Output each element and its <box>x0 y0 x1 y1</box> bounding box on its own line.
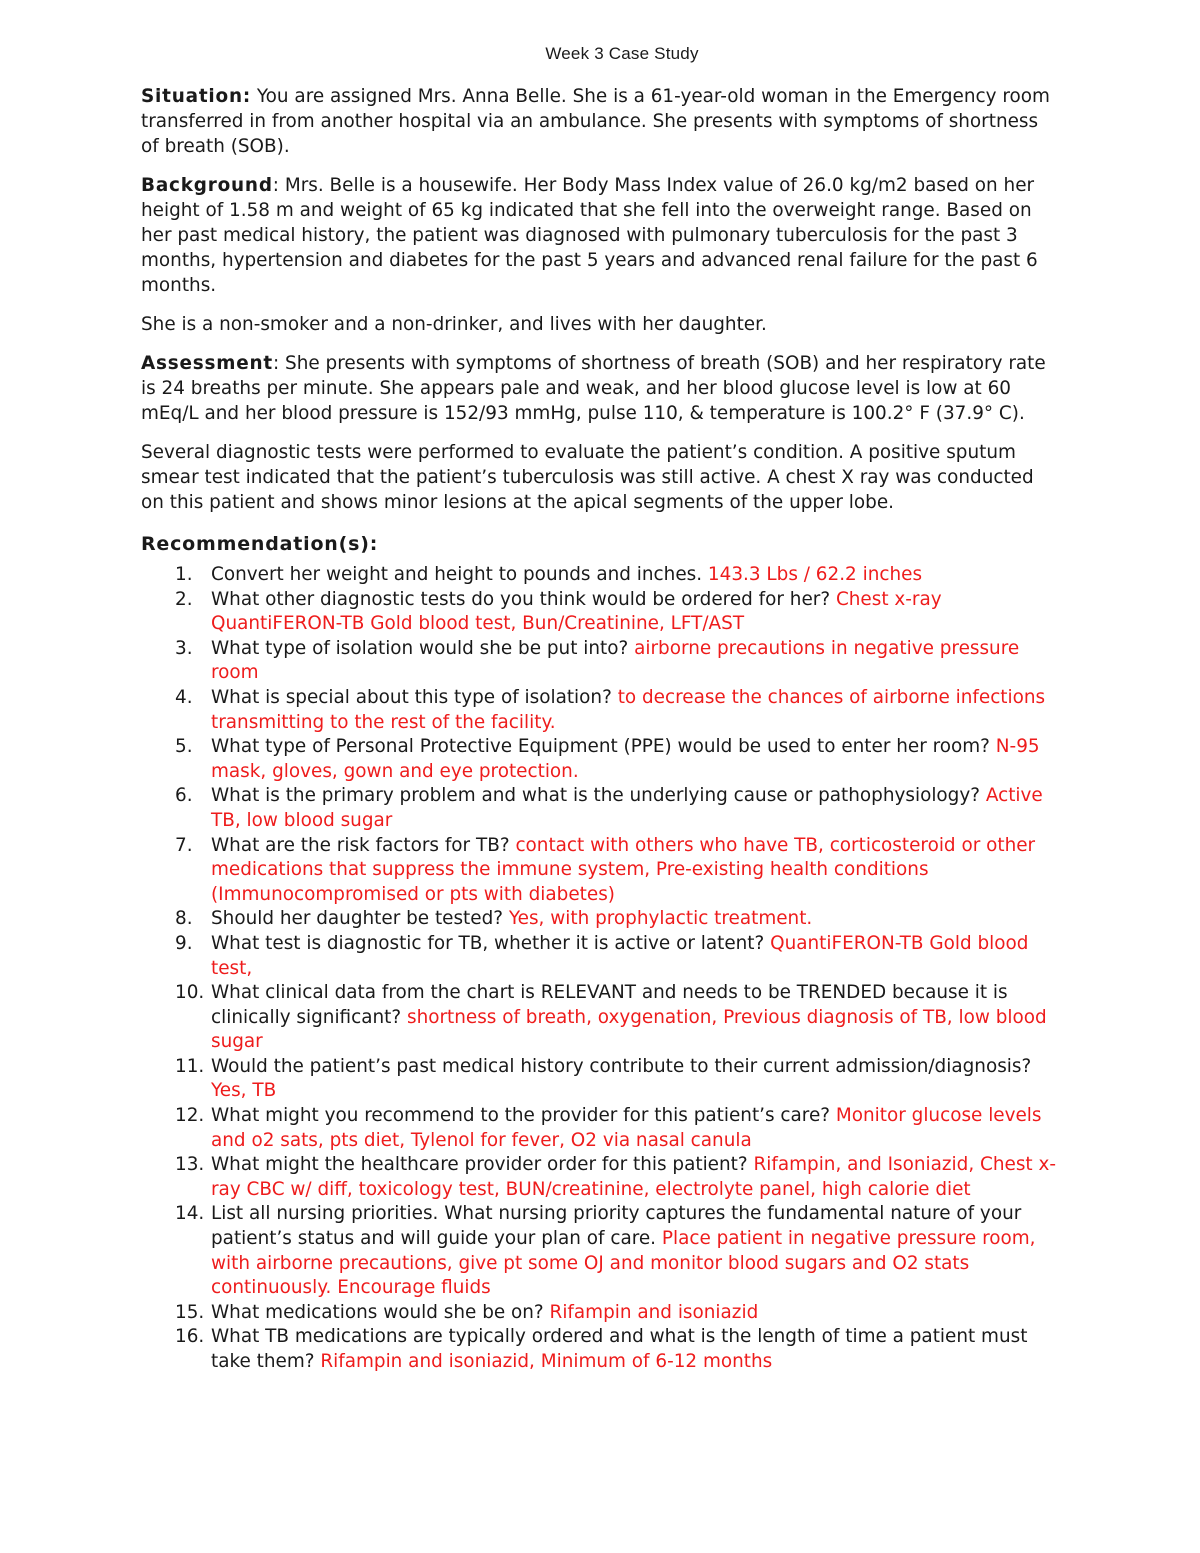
answer-text: airborne precautions in negative pressure room <box>211 637 1020 684</box>
item-number: 8. <box>175 908 193 930</box>
item-number: 13. <box>175 1154 205 1176</box>
item-number: 5. <box>175 736 193 758</box>
document-page <box>141 44 1061 1375</box>
question-text: Should her daughter be tested? <box>211 908 509 930</box>
list-item <box>141 834 1061 908</box>
answer-text: Monitor glucose levels and o2 sats, pts diet, Tylenol for fever, O2 via nasal canula <box>211 1105 1042 1151</box>
item-number: 1. <box>175 564 193 585</box>
question-text: What medications would she be on? <box>211 1301 550 1323</box>
assessment-paragraph <box>141 351 1061 426</box>
question-text: What type of isolation would she be put into? <box>211 637 635 659</box>
answer-text: contact with others who have TB, corticosteroid or other medications that suppress the immune system, Pre-existing health conditions (Immunocompromised or pts with diabetes) <box>211 834 1036 905</box>
question-text: What is special about this type of isolation? <box>211 686 618 708</box>
list-item <box>141 1202 1061 1300</box>
list-item <box>141 1301 1061 1326</box>
situation-heading: Situation: <box>141 86 252 107</box>
item-number: 15. <box>175 1301 205 1323</box>
item-number: 2. <box>175 588 193 610</box>
recommendations-list <box>141 563 1061 1375</box>
answer-text: Chest x-ray QuantiFERON-TB Gold blood test, Bun/Creatinine, LFT/AST <box>211 588 942 635</box>
item-number: 4. <box>175 686 193 708</box>
assessment-text: : She presents with symptoms of shortness of breath (SOB) and her respiratory rate is 24 breaths per minute. She appears pale and weak, and her blood glucose level is low at 60 mEq/L and her blood pressure is 152/93 mmHg, pulse 110, & temperature is 100.2° F (37.9° C). <box>141 353 1046 424</box>
item-number: 14. <box>175 1203 205 1225</box>
background-paragraph <box>141 173 1061 298</box>
answer-text: Rifampin and isoniazid, Minimum of 6-12 months <box>320 1351 773 1372</box>
list-item <box>141 588 1061 637</box>
recommendations-heading: Recommendation(s): <box>141 533 379 555</box>
question-text: What TB medications are typically ordered and what is the length of time a patient must take them? <box>211 1326 1028 1372</box>
answer-text: Active TB, low blood sugar <box>211 785 1043 831</box>
list-item <box>141 784 1061 833</box>
list-item <box>141 1325 1061 1374</box>
answer-text: shortness of breath, oxygenation, Previous diagnosis of TB, low blood sugar <box>211 1006 1047 1053</box>
list-item <box>141 735 1061 784</box>
answer-text: Rifampin and isoniazid <box>549 1301 759 1323</box>
answer-text: Yes, with prophylactic treatment. <box>508 908 813 930</box>
question-text: Would the patient’s past medical history contribute to their current admission/diagnosis? <box>211 1055 1032 1077</box>
list-item <box>141 907 1061 932</box>
list-item <box>141 563 1061 588</box>
list-item <box>141 1104 1061 1153</box>
list-item <box>141 932 1061 981</box>
situation-text: You are assigned Mrs. Anna Belle. She is a 61-year-old woman in the Emergency room transferred in from another hospital via an ambulance. She presents with symptoms of shortness of breath (SOB). <box>141 86 1050 157</box>
item-number: 12. <box>175 1105 205 1127</box>
question-text: List all nursing priorities. What nursing priority captures the fundamental nature of your patient’s status and will guide your plan of care. <box>211 1203 1022 1250</box>
list-item <box>141 637 1061 686</box>
answer-text: to decrease the chances of airborne infections transmitting to the rest of the facility. <box>211 686 1046 733</box>
item-number: 6. <box>175 785 193 807</box>
question-text: What other diagnostic tests do you think would be ordered for her? <box>211 588 836 610</box>
situation-paragraph <box>141 84 1061 159</box>
answer-text: N-95 mask, gloves, gown and eye protection. <box>211 736 1040 782</box>
background-text: : Mrs. Belle is a housewife. Her Body Mass Index value of 26.0 kg/m2 based on her height of 1.58 m and weight of 65 kg indicated that she fell into the overweight range. Based on her past medical history, the patient was diagnosed with pulmonary tuberculosis for the past 3 months, hypertension and diabetes for the past 5 years and advanced renal failure for the past 6 months. <box>141 175 1038 296</box>
assessment-heading: Assessment <box>141 353 274 374</box>
item-number: 10. <box>175 982 205 1004</box>
item-number: 9. <box>175 932 193 954</box>
question-text: Convert her weight and height to pounds and inches. <box>211 564 708 585</box>
list-item <box>141 686 1061 735</box>
answer-text: Rifampin, and Isoniazid, Chest x-ray CBC w/ diff, toxicology test, BUN/creatinine, electrolyte panel, high calorie diet <box>211 1154 1056 1200</box>
item-number: 16. <box>175 1326 205 1348</box>
item-number: 7. <box>175 834 193 856</box>
question-text: What type of Personal Protective Equipment (PPE) would be used to enter her room? <box>211 736 996 758</box>
list-item <box>141 1153 1061 1202</box>
question-text: What clinical data from the chart is RELEVANT and needs to be TRENDED because it is clinically significant? <box>211 982 1008 1028</box>
answer-text: 143.3 Lbs / 62.2 inches <box>707 564 923 585</box>
item-number: 11. <box>175 1055 205 1077</box>
answer-text: Place patient in negative pressure room, with airborne precautions, give pt some OJ and monitor blood sugars and O2 stats continuously. Encourage fluids <box>211 1228 1036 1299</box>
answer-text: QuantiFERON-TB Gold blood test, <box>211 932 1029 979</box>
document-title: Week 3 Case Study <box>545 44 699 63</box>
question-text: What might the healthcare provider order for this patient? <box>211 1154 754 1176</box>
question-text: What is the primary problem and what is the underlying cause or pathophysiology? <box>211 785 986 807</box>
list-item <box>141 1055 1061 1104</box>
question-text: What might you recommend to the provider for this patient’s care? <box>211 1105 836 1127</box>
background-heading: Background <box>141 175 273 196</box>
question-text: What test is diagnostic for TB, whether it is active or latent? <box>211 932 771 954</box>
lifestyle-paragraph: She is a non-smoker and a non-drinker, and lives with her daughter. <box>141 314 767 335</box>
question-text: What are the risk factors for TB? <box>211 834 516 856</box>
list-item <box>141 981 1061 1055</box>
diagnostics-paragraph: Several diagnostic tests were performed to evaluate the patient’s condition. A positive sputum smear test indicated that the patient’s tuberculosis was still active. A chest X ray was conducted on this patient and shows minor lesions at the apical segments of the upper lobe. <box>141 442 1034 513</box>
answer-text: Yes, TB <box>211 1080 277 1102</box>
item-number: 3. <box>175 637 193 659</box>
